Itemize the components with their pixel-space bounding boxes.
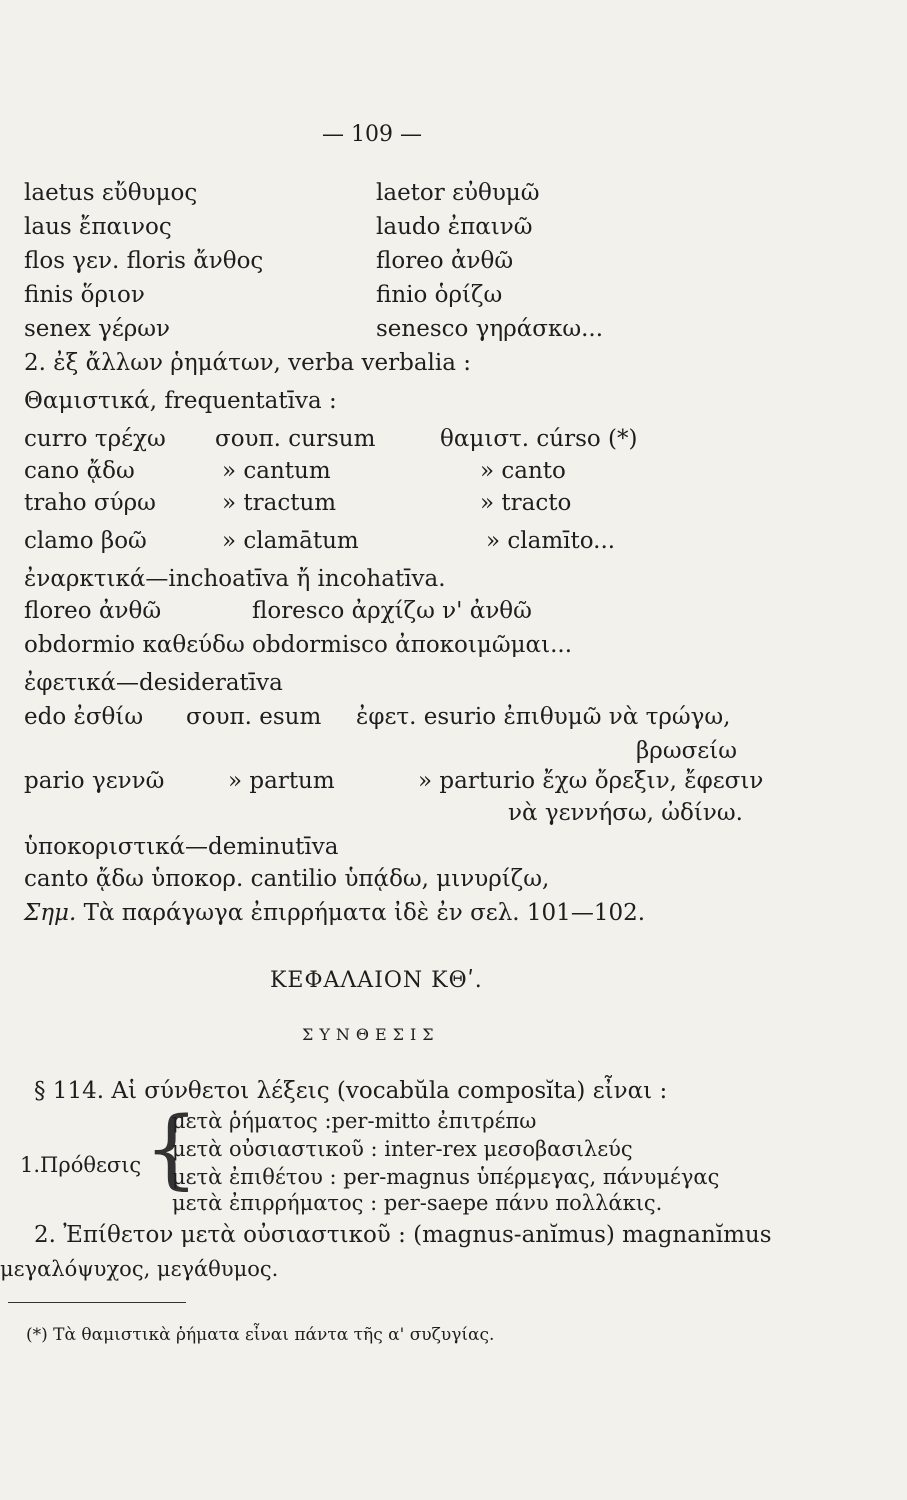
inchoativa-heading: ἐναρκτικά—inchoatīva ἤ incohatīva. (24, 566, 446, 592)
compound-entry: μετὰ ἐπιρρήματος : per-saepe πάνυ πολλάκις. (172, 1191, 663, 1215)
table-cell: βρωσείω (636, 738, 737, 764)
noun-entry: finis ὅριον (24, 282, 145, 308)
noun-entry: senex γέρων (24, 316, 171, 342)
table-cell: » canto (480, 458, 566, 484)
table-cell: θαμιστ. cúrso (*) (440, 426, 638, 452)
table-cell: clamo βοῶ (24, 528, 147, 554)
note-label: Σημ. (24, 900, 77, 926)
compound-entry: μετὰ ῥήματος :per-mitto ἐπιτρέπω (172, 1109, 537, 1133)
noun-entry: laus ἔπαινος (24, 214, 172, 240)
verb-entry: laetor εὐθυμῶ (376, 180, 540, 206)
table-cell: » clamātum (222, 528, 359, 554)
deminutiva-heading: ὑποκοριστικά—deminutīva (24, 834, 339, 860)
example-line: obdormio καθεύδω obdormisco ἀποκοιμῶμαι... (24, 632, 573, 658)
example-line: canto ᾄδω ὑποκορ. cantilio ὑπᾴδω, μινυρίζω, (24, 866, 550, 892)
compounds-label: 1.Πρόθεσις (20, 1153, 142, 1177)
table-cell: » partum (228, 768, 335, 794)
compound-entry: μετὰ οὐσιαστικοῦ : inter-rex μεσοβασιλεύς (172, 1137, 633, 1161)
table-cell: curro τρέχω (24, 426, 166, 452)
section-heading: § 114. Αἱ σύνθετοι λέξεις (vocabŭla composĭta) εἶναι : (34, 1078, 668, 1104)
verbalia-heading: 2. ἐξ ἄλλων ῥημάτων, verba verbalia : (24, 350, 472, 376)
verb-entry: finio ὁρίζω (376, 282, 503, 308)
footnote: (*) Τὰ θαμιστικὰ ῥήματα εἶναι πάντα τῆς α' συζυγίας. (26, 1325, 495, 1345)
desiderativa-heading: ἐφετικά—desideratīva (24, 670, 283, 696)
brace-icon: { (144, 1099, 199, 1199)
table-cell: » clamīto... (486, 528, 616, 554)
example-line: floresco ἀρχίζω ν' ἀνθῶ (252, 598, 532, 624)
compound-entry: μετὰ ἐπιθέτου : per-magnus ὑπέρμεγας, πάνυμέγας (172, 1165, 720, 1189)
verb-entry: floreo ἀνθῶ (376, 248, 514, 274)
footnote-divider (8, 1302, 186, 1303)
table-cell: νὰ γεννήσω, ὠδίνω. (508, 800, 743, 826)
note (24, 900, 645, 926)
frequentativa-heading: Θαμιστικά, frequentatīva : (24, 388, 337, 414)
epitheton-line: 2. Ἐπίθετον μετὰ οὐσιαστικοῦ : (magnus-anĭmus) magnanĭmus (34, 1222, 772, 1248)
chapter-title: ΚΕΦΑΛΑΙΟΝ ΚΘʹ. (270, 968, 483, 993)
table-cell: σουπ. cursum (215, 426, 376, 452)
table-cell: edo ἐσθίω (24, 704, 144, 730)
table-cell: » cantum (222, 458, 331, 484)
table-cell: » tracto (480, 490, 572, 516)
noun-entry: flos γεν. floris ἄνθος (24, 248, 264, 274)
noun-entry: laetus εὔθυμος (24, 180, 198, 206)
table-cell: σουπ. esum (186, 704, 322, 730)
table-cell: traho σύρω (24, 490, 156, 516)
page-number: — 109 — (322, 122, 422, 147)
table-cell: cano ᾄδω (24, 458, 135, 484)
verb-entry: senesco γηράσκω... (376, 316, 604, 342)
table-cell: ἐφετ. esurio ἐπιθυμῶ νὰ τρώγω, (356, 704, 731, 730)
note-text: Τὰ παράγωγα ἐπιρρήματα ἰδὲ ἐν σελ. 101—102. (83, 900, 646, 926)
chapter-subtitle: ΣΥΝΘΕΣΙΣ (302, 1025, 440, 1044)
epitheton-continuation: μεγαλόψυχος, μεγάθυμος. (0, 1257, 279, 1281)
table-cell: pario γεννῶ (24, 768, 165, 794)
verb-entry: laudo ἐπαινῶ (376, 214, 533, 240)
table-cell: » tractum (222, 490, 337, 516)
example-line: floreo ἀνθῶ (24, 598, 162, 624)
table-cell: » parturio ἔχω ὄρεξιν, ἔφεσιν (418, 768, 764, 794)
